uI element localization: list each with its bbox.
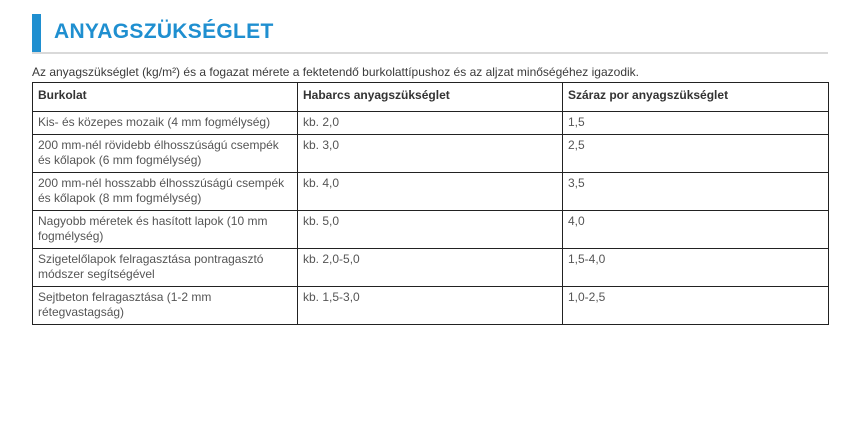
cell-burkolat: 200 mm-nél rövidebb élhosszúságú csempék és kőlapok (6 mm fogmélység) <box>33 135 298 173</box>
table-row <box>33 211 829 249</box>
cell-habarcs: kb. 3,0 <box>298 135 563 173</box>
cell-szaraz-por: 3,5 <box>563 173 829 211</box>
heading-accent-bar <box>32 14 41 52</box>
cell-burkolat: Szigetelőlapok felragasztása pontragasztó módszer segítségével <box>33 249 298 287</box>
cell-burkolat: Kis- és közepes mozaik (4 mm fogmélység) <box>33 112 298 135</box>
cell-burkolat: 200 mm-nél hosszabb élhosszúságú csempék és kőlapok (8 mm fogmélység) <box>33 173 298 211</box>
material-requirement-table <box>32 82 829 325</box>
cell-habarcs: kb. 1,5-3,0 <box>298 287 563 325</box>
table-row <box>33 135 829 173</box>
cell-habarcs: kb. 5,0 <box>298 211 563 249</box>
table-row <box>33 249 829 287</box>
header-habarcs: Habarcs anyagszükséglet <box>298 83 563 112</box>
table-row <box>33 287 829 325</box>
cell-burkolat: Sejtbeton felragasztása (1-2 mm rétegvastagság) <box>33 287 298 325</box>
header-burkolat: Burkolat <box>33 83 298 112</box>
cell-habarcs: kb. 2,0 <box>298 112 563 135</box>
cell-habarcs: kb. 4,0 <box>298 173 563 211</box>
cell-szaraz-por: 1,0-2,5 <box>563 287 829 325</box>
table-row <box>33 173 829 211</box>
cell-szaraz-por: 1,5-4,0 <box>563 249 829 287</box>
section-heading <box>32 14 828 54</box>
cell-szaraz-por: 2,5 <box>563 135 829 173</box>
cell-habarcs: kb. 2,0-5,0 <box>298 249 563 287</box>
page-title: ANYAGSZÜKSÉGLET <box>54 20 274 43</box>
header-szaraz-por: Száraz por anyagszükséglet <box>563 83 829 112</box>
table-row <box>33 112 829 135</box>
cell-burkolat: Nagyobb méretek és hasított lapok (10 mm fogmélység) <box>33 211 298 249</box>
cell-szaraz-por: 1,5 <box>563 112 829 135</box>
cell-szaraz-por: 4,0 <box>563 211 829 249</box>
table-header-row <box>33 83 829 112</box>
intro-text: Az anyagszükséglet (kg/m²) és a fogazat mérete a fektetendő burkolattípushoz és az aljzat minőségéhez igazodik. <box>32 65 639 79</box>
